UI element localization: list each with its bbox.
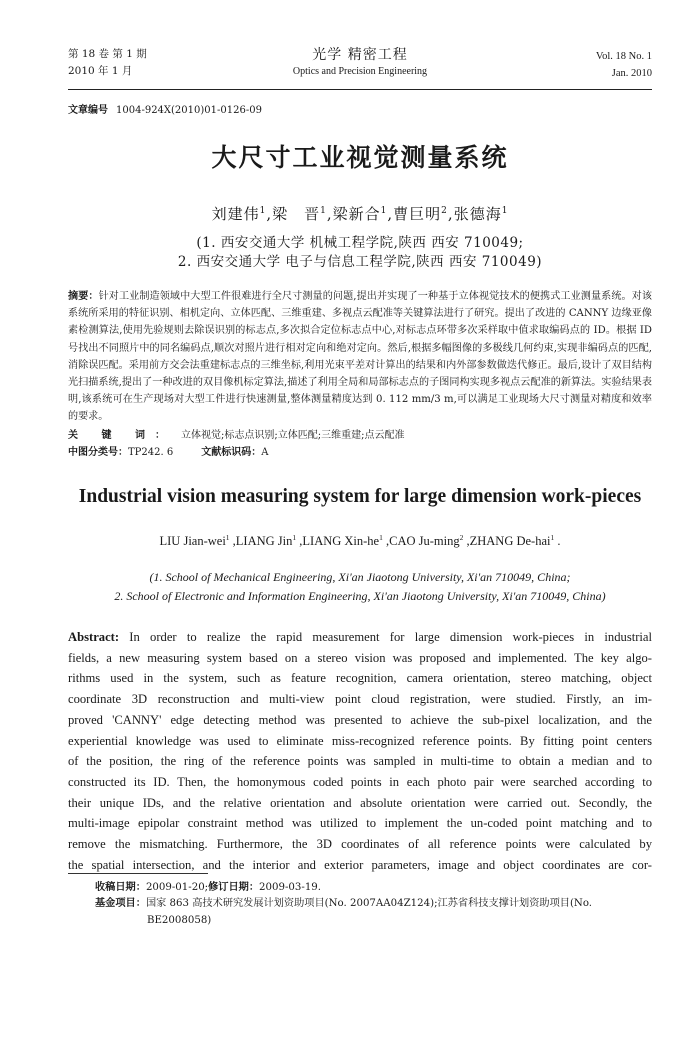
author-en: LIU Jian-wei$^1$ [159,533,230,549]
article-number [68,101,262,116]
author-en: LIANG Xin-$he^1$ [302,533,383,549]
article-number-value: 1004-924X(2010)01-0126-09 [116,105,262,116]
date-cn: 2010 年 1 月 [68,65,133,77]
author-cn: 张德海$^1$ [453,205,509,223]
header-center [68,46,652,79]
revised-date: 2009-03-19. [259,882,322,893]
author-cn: 刘建伟$^1$ [211,205,267,223]
abstract-en-line: coordinate 3D reconstruction and multi-view point cloud registration, were studied. Firstly, an im- [68,692,652,707]
abstract-en-line: constructed its ID. Then, the homonymous coded points in each photo pair were searched according to [68,774,652,789]
footnote-funding [95,895,652,929]
abstract-en-line: Abstract: In order to realize the rapid measurement for large dimension work-pieces in industrial [68,630,652,644]
abstract-en-line: multi-image epipolar constraint method was utilized to implement the un-coded point matching and to [68,816,652,831]
abstract-cn [68,288,652,426]
abstract-en-line: the spatial intersection, and the interior and exterior parameters, image and object coordinates are cor- [68,857,652,872]
footnote-dates [95,879,652,896]
affiliation-cn-2: 2. 西安交通大学 电子与信息工程学院,陕西 西安 710049) [177,254,543,270]
abstract-en-line: rithms used in the system, such as feature recognition, camera orientation, stereo matching, object [68,671,652,686]
clc-label: 中图分类号： [68,447,128,458]
footnote-rule [68,873,208,874]
funding-line-1: 国家 863 高技术研究发展计划资助项目(No. 2007AA04Z124);江苏省科技支撑计划资助项目(No. [145,898,593,909]
keywords-cn-text: 立体视觉;标志点识别;立体匹配;三维重建;点云配准 [180,430,405,441]
abstract-cn-label: 摘要： [68,291,99,302]
header-rule [68,89,652,90]
author-cn: 梁新合$^1$ [332,205,388,223]
received-label: 收稿日期： [95,882,146,893]
revised-label: 修订日期： [208,882,260,893]
author-cn: 梁 晋$^1$ [272,205,327,223]
abstract-en-line: experiential knowledge was used to eliminate miss-recognized reference points. By fitting point centers [68,733,652,748]
received-date: 2009-01-20; [145,882,209,893]
author-en: LIANG Jin$^1$ [235,533,297,549]
abstract-en-line: proved 'CANNY' edge detecting method was presented to achieve the sub-pixel localization, and the [68,712,652,727]
affiliation-cn-1: (1. 西安交通大学 机械工程学院,陕西 西安 710049; [196,235,524,251]
keywords-cn [68,429,652,443]
running-header [68,46,652,84]
classification-cn [68,446,652,460]
author-en: ZHANG De-hai$^1$ [469,533,555,549]
date-en: Jan. 2010 [611,68,652,79]
volume-issue-cn: 第 18 卷 第 1 期 [68,48,147,60]
authors-en: LIU Jian-wei$^1$ ,LIANG Jin$^1$ ,LIANG Xin-$he^1$ ,CAO Ju-ming$^2$ ,ZHANG De-hai$^1$ . [159,533,561,549]
authors-cn: 刘建伟$^1$,梁 晋$^1$,梁新合$^1$,曹巨明$^2$,张德海$^1$ [211,205,509,223]
author-en: CAO Ju-ming$^2$ [389,533,464,549]
journal-name-cn: 光学 精密工程 [312,47,408,63]
keywords-cn-label: 关 键 词： [68,430,175,441]
header-right [596,48,652,82]
abstract-en-line: remove the mismatching. Furthermore, the 3D coordinates of all reference points were calculated by [68,837,652,852]
volume-issue-en: Vol. 18 No. 1 [595,51,652,62]
journal-name-en: Optics and Precision Engineering [292,66,428,77]
title-en: Industrial vision measuring system for large dimension work-pieces [78,486,642,507]
abstract-en-line: of the position, the ring of the reference points was sampled in multi-time to obtain a median and to [68,754,652,769]
abstract-en-line: their unique IDs, and the relative orientation and absolute orientation were carried out. Secondly, the [68,795,652,810]
article-number-label: 文章编号 [68,105,108,116]
abstract-en-label: Abstract: [68,630,120,644]
doc-code-label: 文献标识码： [201,447,262,458]
funding-label: 基金项目： [95,898,146,909]
abstract-cn-text: 针对工业制造领域中大型工件很难进行全尺寸测量的问题,提出并实现了一种基于立体视觉技术的便携式工业测量系统。对该系统所采用的特征识别、相机定向、立体匹配、三维重建、多视点云配准等关键算法进行了研究。提出了改进的 CANNY 边缘亚像素检测算法,使用先验规则去除误识别的标志点,多次拟合定位标志点中心,对标志点环带多次采样取中值求取编码点的 ID。根据 ID 号找出不同照片中的同名编码点,顺次对照片进行相对定向和绝对定向。然后,根据多幅图像的多极线几何约束,实现非编码点的匹配,消除误匹配。采用前方交会法重建标志点的三维坐标,利用光束平差对计算出的结果和内外部参数做迭代修正。最后,设计了双目结构光扫描系统,提出了一种改进的双目像机标定算法,描述了利用全局和局部标志点的子图同构实现多视点云配准的新算法。实验结果表明,该系统可在生产现场对大型工件进行快速测量,整体测量精度达到 0. 112 mm/3 m,可以满足工业现场大尺寸测量对精度和效率的要求。 [68,291,652,423]
abstract-en [68,627,652,875]
abstract-en-line: fields, a new measuring system based on a stereo vision was proposed and implemented. The key algo- [68,650,652,665]
doc-code-value: A [261,447,269,458]
affiliation-en-1: (1. School of Mechanical Engineering, Xi'an Jiaotong University, Xi'an 710049, China; [149,570,571,584]
author-cn: 曹巨明$^2$ [393,205,448,223]
funding-line-2: BE2008058) [147,915,212,926]
affiliation-en-2: 2. School of Electronic and Information Engineering, Xi'an Jiaotong University, Xi'an 710049, China) [114,589,606,603]
clc-value: TP242. 6 [128,447,174,458]
title-cn: 大尺寸工业视觉测量系统 [211,143,509,172]
